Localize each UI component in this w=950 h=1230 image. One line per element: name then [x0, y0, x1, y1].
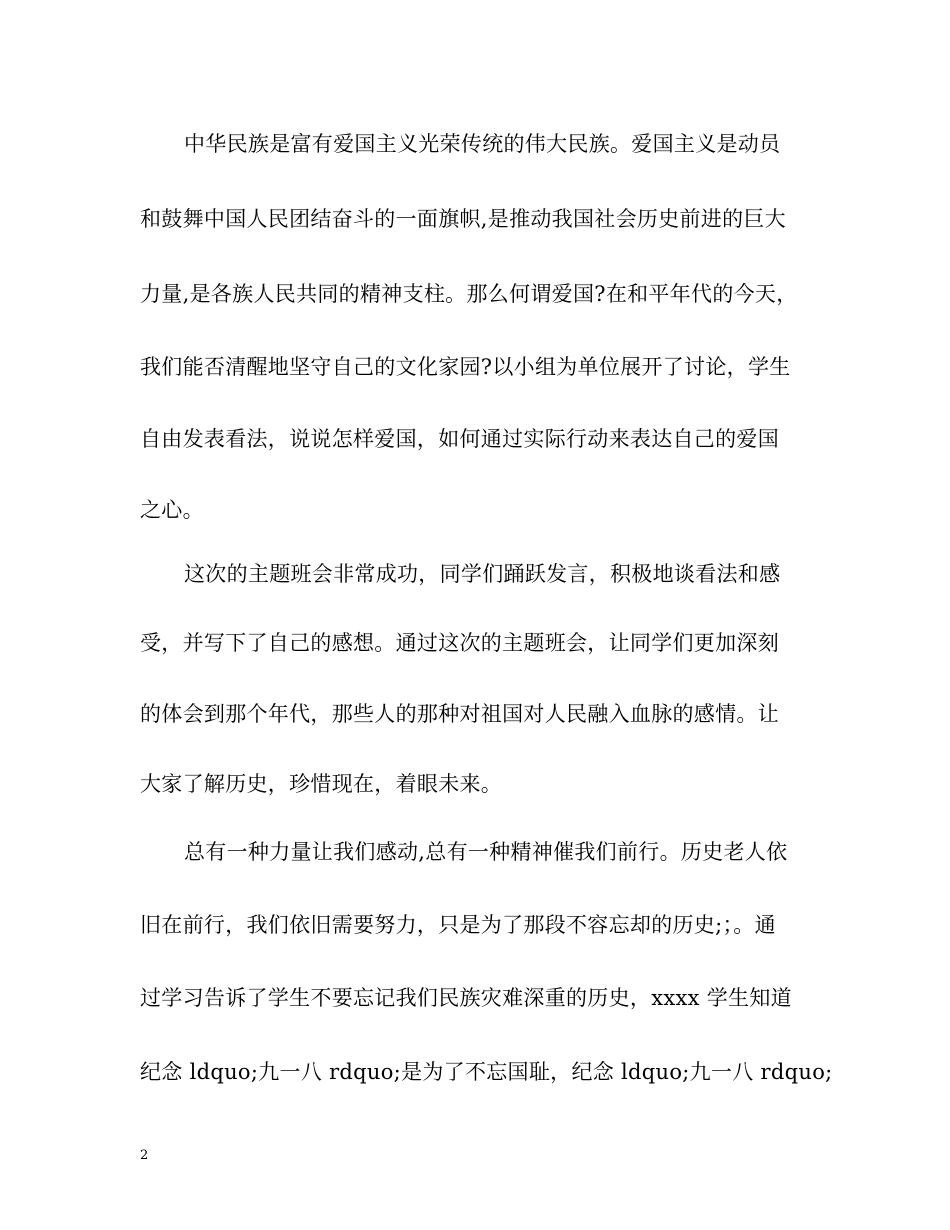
text-line: 受，并写下了自己的感想。通过这次的主题班会，让同学们更加深刻 [140, 631, 779, 655]
text-line: 自由发表看法，说说怎样爱国，如何通过实际行动来表达自己的爱国 [140, 427, 779, 451]
text-line: 纪念 ldquo;九一八 rdquo;是为了不忘国耻，纪念 ldquo;九一八 rdquo; [140, 1060, 833, 1084]
text-line: 总有一种力量让我们感动,总有一种精神催我们前行。历史老人依 [184, 840, 788, 864]
text-line: 过学习告诉了学生不要忘记我们民族灾难深重的历史，xxxx 学生知道 [140, 986, 792, 1010]
text-line: 大家了解历史，珍惜现在，着眼未来。 [140, 772, 503, 796]
text-line: 旧在前行，我们依旧需要努力，只是为了那段不容忘却的历史;；。通 [140, 913, 776, 937]
text-line: 我们能否清醒地坚守自己的文化家园?以小组为单位展开了讨论，学生 [140, 355, 791, 379]
text-line: 的体会到那个年代，那些人的那种对祖国对人民融入血脉的感情。让 [140, 702, 779, 726]
text-line: 和鼓舞中国人民团结奋斗的一面旗帜,是推动我国社会历史前进的巨大 [140, 207, 786, 231]
text-line: 这次的主题班会非常成功，同学们踊跃发言，积极地谈看法和感 [184, 562, 781, 586]
text-line: 中华民族是富有爱国主义光荣传统的伟大民族。爱国主义是动员 [184, 132, 781, 156]
page-number: 2 [140, 1148, 149, 1163]
text-line: 力量,是各族人民共同的精神支柱。那么何谓爱国?在和平年代的今天， [140, 282, 798, 306]
text-line: 之心。 [140, 498, 204, 522]
